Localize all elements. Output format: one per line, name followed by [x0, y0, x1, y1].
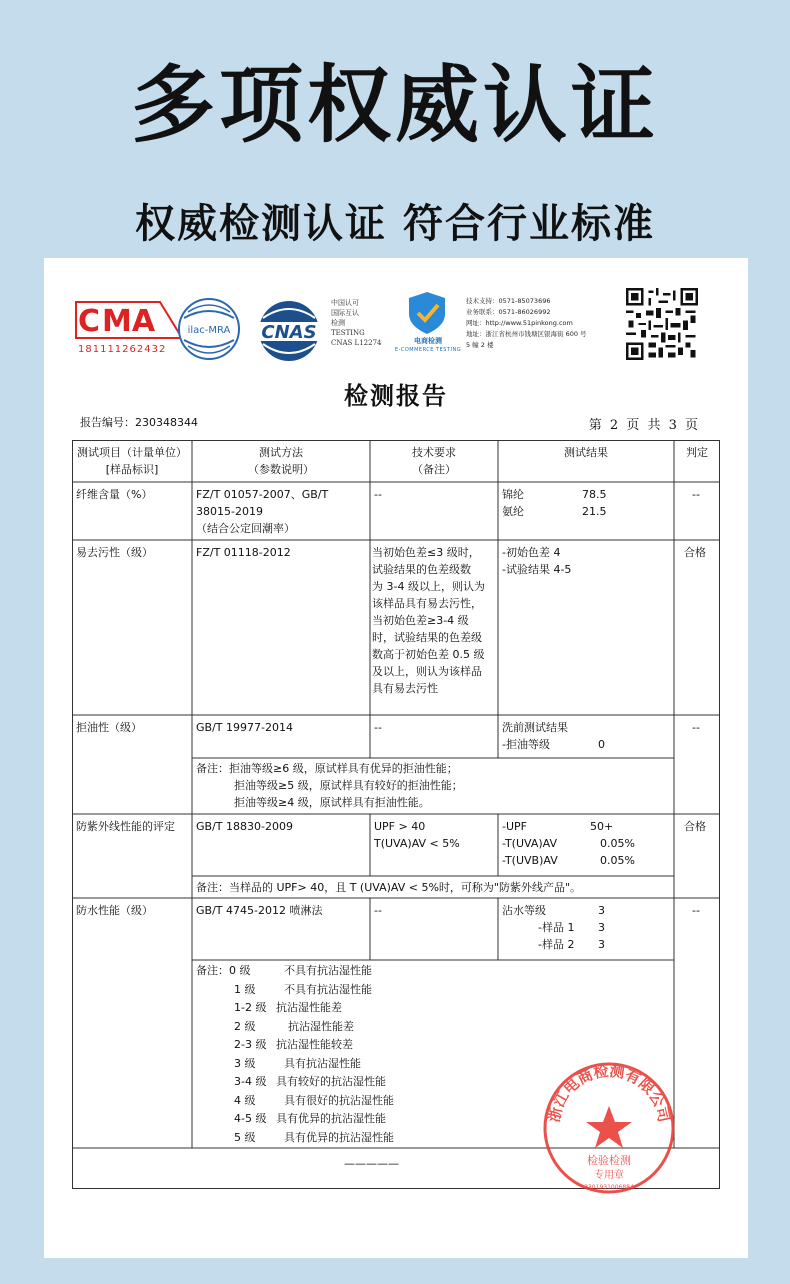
row-soil-release-judgement: 合格	[684, 546, 706, 559]
row-soil-release-method: FZ/T 01118-2012	[196, 546, 291, 559]
row-oil-repellency-judgement: --	[692, 721, 700, 734]
report-number: 报告编号：230348344	[80, 416, 198, 429]
shield-check-icon	[382, 288, 472, 336]
svg-text:C: C	[78, 304, 101, 339]
row-fiber-method: FZ/T 01057-2007、GB/T 38015-2019 （结合公定回潮率）	[196, 488, 329, 535]
cma-logo	[74, 298, 184, 342]
row-oil-repellency-result: 洗前测试结果 -拒油等级 0	[502, 721, 605, 751]
row-uv-item: 防紫外线性能的评定	[76, 820, 175, 833]
row-soil-release-result: -初始色差 4 -试验结果 4-5	[502, 546, 572, 576]
ec-label: 电商检测	[414, 337, 442, 345]
row-uv-remark: 备注：当样品的 UPF> 40，且 T (UVA)AV < 5%时，可称为"防紫外线产品"。	[196, 881, 582, 894]
row-waterproof-method: GB/T 4745-2012 喷淋法	[196, 904, 323, 917]
row-waterproof-requirement: --	[374, 904, 382, 917]
header-requirement: 技术要求 （备注）	[412, 446, 456, 476]
contact-website: 网址：http://www.51pinkong.com	[466, 319, 573, 327]
cma-label: MA	[102, 304, 156, 339]
page-indicator: 第 2 页 共 3 页	[588, 418, 700, 433]
row-oil-repellency-remark: 备注：拒油等级≥6 级，原试样具有优异的拒油性能； 拒油等级≥5 级，原试样具有较好的拒油性能； 拒油等级≥4 级，原试样具有拒油性能。	[196, 762, 463, 809]
header-item: 测试项目（计量单位） [样品标识]	[77, 446, 187, 476]
row-fiber-requirement: --	[374, 488, 382, 501]
qr-code-icon	[626, 288, 698, 360]
logo-row	[44, 258, 748, 373]
row-waterproof-judgement: --	[692, 904, 700, 917]
header-method: 测试方法 （参数说明）	[248, 446, 314, 476]
cnas-logo	[249, 298, 329, 364]
row-soil-release-requirement: 当初始色差≤3 级时， 试验结果的色差级数 为 3-4 级以上，则认为 该样品具有易去污性， 当初始色差≥3-4 级 时，试验结果的色差级 数高于初始色差 0.5 级 及以上，则认为该样品 具有易去污性	[372, 546, 485, 695]
subheadline: 权威检测认证 符合行业标准	[135, 201, 655, 247]
row-waterproof-item: 防水性能（级）	[76, 904, 153, 917]
header-judgement: 判定	[686, 446, 708, 459]
contact-tech-support: 技术支持：0571-85073696	[466, 297, 551, 305]
ilac-label: ilac-MRA	[187, 325, 231, 336]
cnas-label: CNAS	[261, 322, 317, 343]
cnas-text: 中国认可 国际互认 检测 TESTING CNAS L12274	[331, 299, 382, 347]
row-oil-repellency-requirement: --	[374, 721, 382, 734]
contact-address-2: 5 幢 2 楼	[466, 341, 494, 349]
row-oil-repellency-method: GB/T 19977-2014	[196, 721, 293, 734]
end-mark: —————	[344, 1157, 399, 1170]
report-title: 检测报告	[344, 381, 448, 410]
seal-code: 3301931006884	[584, 1184, 634, 1191]
row-uv-requirement: UPF > 40 T(UVA)AV < 5%	[374, 820, 460, 850]
seal-company: 浙江电商检测有限公司	[544, 1061, 674, 1124]
company-seal	[539, 1058, 679, 1198]
contact-address: 地址：浙江省杭州市钱塘区银海街 600 号	[466, 330, 587, 338]
row-uv-method: GB/T 18830-2009	[196, 820, 293, 833]
row-uv-judgement: 合格	[684, 820, 706, 833]
seal-sub: 检验检测	[587, 1154, 631, 1167]
row-soil-release-item: 易去污性（级）	[76, 546, 153, 559]
row-waterproof-result: 沾水等级 3 -样品 1 3 -样品 2 3	[502, 904, 605, 951]
row-fiber-item: 纤维含量（%）	[76, 488, 153, 501]
contact-business: 业务联系：0571-86026992	[466, 308, 551, 316]
row-fiber-judgement: --	[692, 488, 700, 501]
header-result: 测试结果	[564, 446, 608, 459]
contact-info	[466, 296, 587, 351]
row-uv-result: -UPF 50+ -T(UVA)AV 0.05% -T(UVB)AV 0.05%	[502, 820, 635, 867]
cma-number: 181111262432	[78, 344, 167, 355]
ilac-mra-logo	[176, 296, 242, 362]
seal-sub2: 专用章	[594, 1170, 624, 1181]
row-oil-repellency-item: 拒油性（级）	[76, 721, 142, 734]
row-fiber-result: 锦纶 78.5 氨纶 21.5	[502, 488, 607, 518]
headline: 多项权威认证	[130, 56, 659, 154]
report-paper	[44, 258, 748, 1258]
row-waterproof-remark: 备注：0 级 不具有抗沾湿性能 1 级 不具有抗沾湿性能 1-2 级 抗沾湿性能差 2 级 抗沾湿性能差 2-3 级 抗沾湿性能较差 3 级 具有抗沾湿性能 3-4 级 具有较好的抗沾湿性能 4 级 具有很好的抗沾湿性能 4-5 级 具有优异的抗沾湿性能 5 级 具有优异的抗沾湿性能	[196, 964, 394, 1144]
ec-label-en: E-COMMERCE TESTING	[394, 347, 462, 353]
